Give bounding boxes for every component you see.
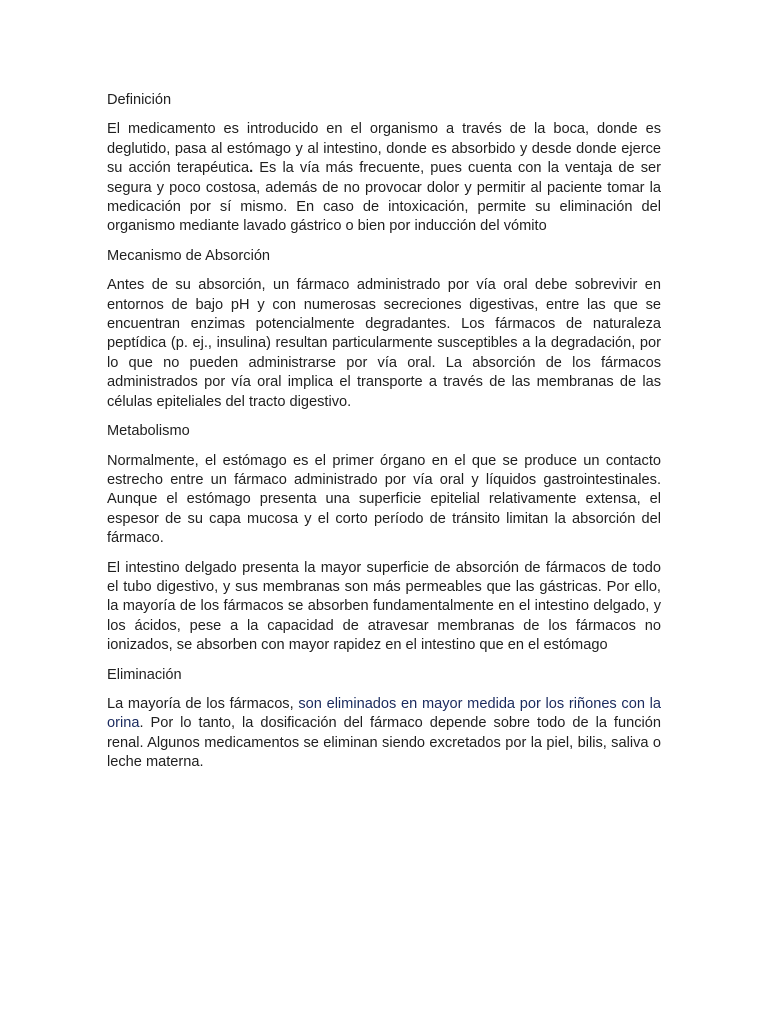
paragraph-definicion-bold-period: . — [249, 160, 254, 177]
heading-metabolismo: Metabolismo — [107, 423, 190, 440]
paragraph-definicion-text-1: El medicamento es introducido en el organismo a través de la boca, donde es deglutido, pasa al estómago y al intestino, donde es absorbido y desde donde ejerce su acción terapéutica — [107, 121, 661, 177]
heading-mecanismo-absorcion: Mecanismo de Absorción — [107, 247, 271, 264]
paragraph-metabolismo-1: Normalmente, el estómago es el primer órgano en el que se produce un contacto estrecho entre un fármaco administrado por vía oral y líquidos gastrointestinales. Aunque el estómago presenta una superficie epitelial relativamente extensa, el espesor de su capa mucosa y el corto período de tránsito limitan la absorción del fármaco. — [107, 452, 661, 547]
heading-definicion: Definición — [107, 92, 172, 108]
paragraph-definicion-text-2: Es la vía más frecuente, pues cuenta con la ventaja de ser segura y poco costosa, además de no provocar dolor y permitir al paciente tomar la medicación por sí mismo. En caso de intoxicación, permite su eliminación del organismo mediante lavado gástrico o bien por inducción del vómito — [107, 160, 661, 235]
paragraph-eliminacion-text-1: La mayoría de los fármacos, — [107, 695, 299, 712]
paragraph-eliminacion-link[interactable]: son eliminados en mayor medida por los riñones con la orina — [107, 695, 661, 732]
paragraph-mecanismo-absorcion: Antes de su absorción, un fármaco administrado por vía oral debe sobrevivir en entornos de bajo pH y con numerosas secreciones digestivas, entre las que se encuentran enzimas potencialmente degradantes. Los fármacos de naturaleza peptídica (p. ej., insulina) resultan particularmente susceptibles a la degradación, por lo que no pueden administrarse por vía oral. La absorción de los fármacos administrados por vía oral implica el transporte a través de las membranas de las células epiteliales del tracto digestivo. — [107, 277, 661, 410]
paragraph-eliminacion-text-2: . Por lo tanto, la dosificación del fármaco depende sobre todo de la función renal. Algunos medicamentos se eliminan siendo excretados por la piel, bilis, saliva o leche materna. — [107, 715, 661, 771]
paragraph-definicion — [107, 120, 661, 236]
paragraph-metabolismo-2: El intestino delgado presenta la mayor superficie de absorción de fármacos de todo el tubo digestivo, y sus membranas son más permeables que las gástricas. Por ello, la mayoría de los fármacos se absorben fundamentalmente en el intestino delgado, y los ácidos, pese a la capacidad de atravesar membranas de los fármacos no ionizados, se absorben con mayor rapidez en el intestino que en el estómago — [107, 559, 661, 654]
heading-eliminacion: Eliminación — [107, 666, 182, 683]
paragraph-eliminacion — [107, 695, 661, 773]
